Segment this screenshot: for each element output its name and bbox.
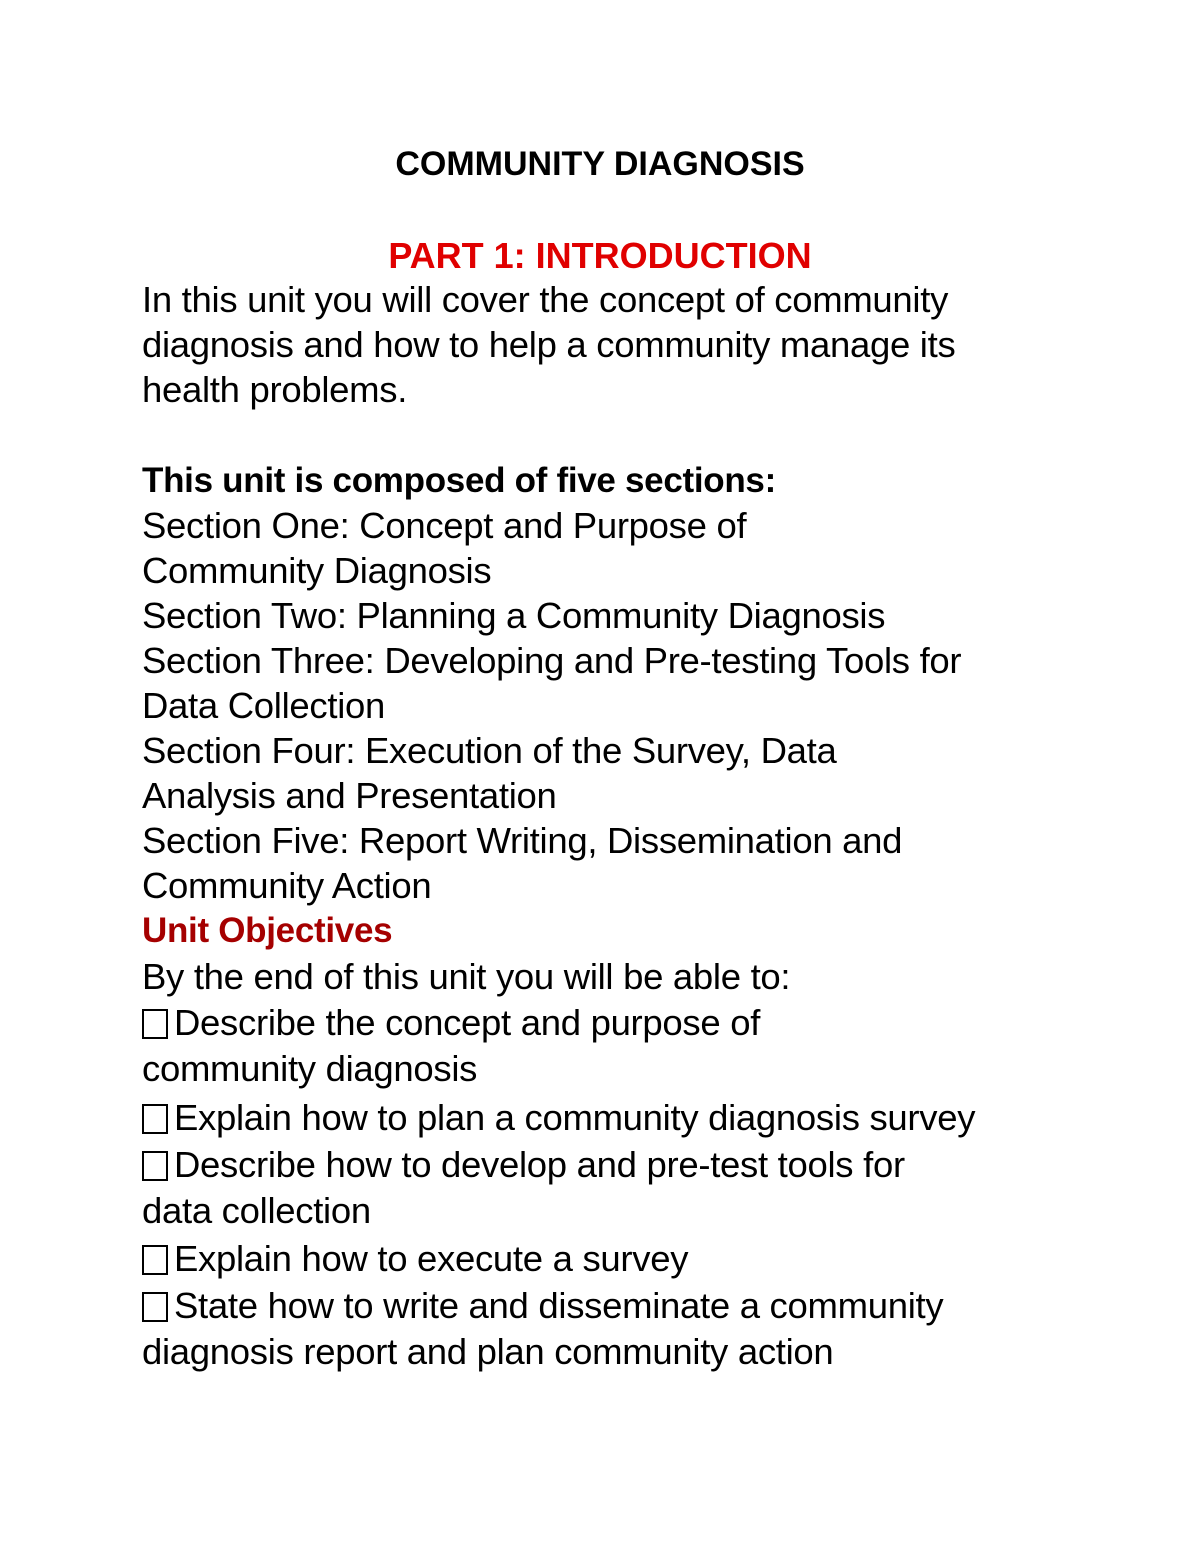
- bullet-box-icon: [142, 1151, 168, 1181]
- objective-continuation: data collection: [142, 1190, 371, 1231]
- section-line: Data Collection: [142, 685, 386, 726]
- part-heading: PART 1: INTRODUCTION: [388, 235, 812, 276]
- objective-text: Explain how to plan a community diagnosis survey: [174, 1097, 976, 1138]
- objective-item: [142, 1001, 760, 1045]
- intro-line: In this unit you will cover the concept of community: [142, 279, 949, 320]
- bullet-box-icon: [142, 1104, 168, 1134]
- section-line: Community Diagnosis: [142, 550, 492, 591]
- objectives-intro: By the end of this unit you will be able to:: [142, 956, 791, 997]
- bullet-box-icon: [142, 1009, 168, 1039]
- section-line: Section Two: Planning a Community Diagnosis: [142, 595, 886, 636]
- document-title: COMMUNITY DIAGNOSIS: [395, 145, 805, 183]
- bullet-box-icon: [142, 1292, 168, 1322]
- section-line: Section One: Concept and Purpose of: [142, 505, 747, 546]
- section-line: Section Three: Developing and Pre-testing Tools for: [142, 640, 962, 681]
- objective-text: Describe how to develop and pre-test tools for: [174, 1144, 905, 1185]
- section-line: Section Four: Execution of the Survey, Data: [142, 730, 837, 771]
- section-line: Section Five: Report Writing, Dissemination and: [142, 820, 903, 861]
- objective-item: [142, 1237, 688, 1281]
- objectives-heading: Unit Objectives: [142, 911, 393, 950]
- objective-item: [142, 1284, 943, 1328]
- objective-continuation: diagnosis report and plan community action: [142, 1331, 834, 1372]
- section-line: Community Action: [142, 865, 432, 906]
- objective-text: Explain how to execute a survey: [174, 1238, 689, 1279]
- objective-text: State how to write and disseminate a community: [174, 1285, 944, 1326]
- objective-continuation: community diagnosis: [142, 1048, 478, 1089]
- section-line: Analysis and Presentation: [142, 775, 557, 816]
- objective-text: Describe the concept and purpose of: [174, 1002, 761, 1043]
- intro-line: diagnosis and how to help a community manage its: [142, 324, 956, 365]
- bullet-box-icon: [142, 1245, 168, 1275]
- objective-item: [142, 1096, 975, 1140]
- sections-heading: This unit is composed of five sections:: [142, 461, 776, 500]
- objective-item: [142, 1143, 905, 1187]
- intro-line: health problems.: [142, 369, 408, 410]
